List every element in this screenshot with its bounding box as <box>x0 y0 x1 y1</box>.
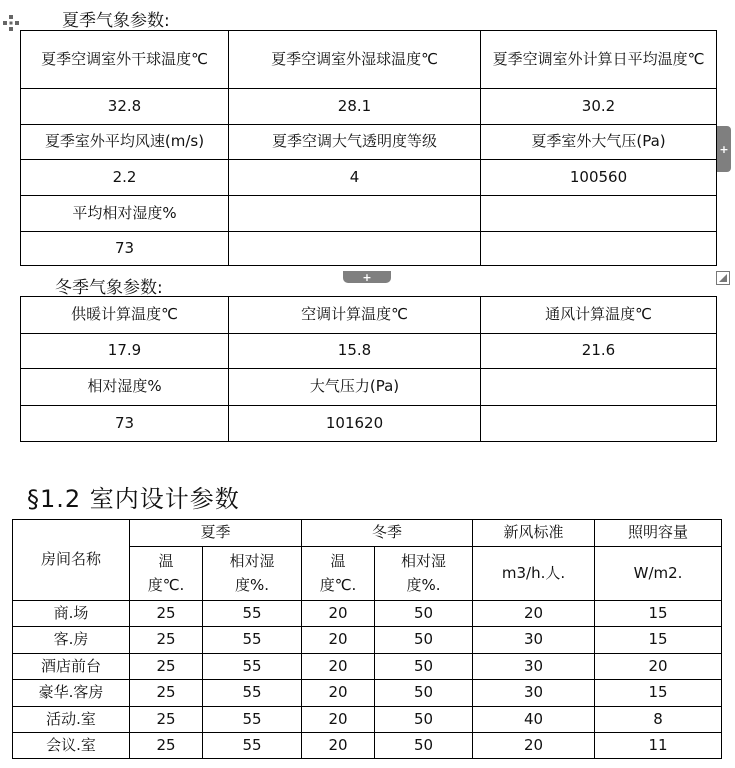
table-cell: 20 <box>302 654 375 680</box>
winter-cell <box>481 406 717 442</box>
table-cell: 25 <box>130 733 203 759</box>
winter-row <box>21 334 717 369</box>
table-cell: 20 <box>302 601 375 627</box>
winter-cell: 21.6 <box>481 334 717 369</box>
indoor-header-row <box>13 520 722 547</box>
table-row <box>13 627 722 654</box>
lighting-unit: W/m2. <box>595 547 722 601</box>
table-cell: 25 <box>130 601 203 627</box>
table-cell: 8 <box>595 707 722 733</box>
table-cell: 30 <box>473 680 595 707</box>
room-name: 豪华.客房 <box>13 680 130 707</box>
table-cell: 50 <box>375 627 473 654</box>
summer-temp-header: 温度℃. <box>130 547 203 601</box>
table-cell: 40 <box>473 707 595 733</box>
summer-cell: 100560 <box>481 160 717 196</box>
summer-cell: 夏季室外大气压(Pa) <box>481 125 717 160</box>
table-cell: 25 <box>130 707 203 733</box>
winter-cell: 通风计算温度℃ <box>481 297 717 334</box>
table-cell: 25 <box>130 654 203 680</box>
summer-cell: 夏季空调室外干球温度℃ <box>21 31 229 89</box>
room-name: 商.场 <box>13 601 130 627</box>
summer-row <box>21 125 717 160</box>
summer-cell: 夏季空调室外计算日平均温度℃ <box>481 31 717 89</box>
insert-row-icon[interactable]: + <box>343 271 391 283</box>
room-name-header: 房间名称 <box>13 520 130 601</box>
room-name: 活动.室 <box>13 707 130 733</box>
summer-cell: 夏季空调大气透明度等级 <box>229 125 481 160</box>
summer-row <box>21 31 717 89</box>
insert-column-icon[interactable]: + <box>717 126 731 172</box>
winter-cell: 空调计算温度℃ <box>229 297 481 334</box>
table-cell: 50 <box>375 654 473 680</box>
summer-cell: 夏季空调室外湿球温度℃ <box>229 31 481 89</box>
indoor-table <box>12 519 722 759</box>
table-cell: 11 <box>595 733 722 759</box>
table-cell: 50 <box>375 707 473 733</box>
table-cell: 50 <box>375 733 473 759</box>
table-cell: 25 <box>130 680 203 707</box>
table-cell: 30 <box>473 654 595 680</box>
summer-cell <box>481 196 717 232</box>
winter-temp-header: 温度℃. <box>302 547 375 601</box>
winter-row <box>21 297 717 334</box>
table-row <box>13 654 722 680</box>
room-name: 酒店前台 <box>13 654 130 680</box>
winter-row <box>21 369 717 406</box>
summer-cell: 4 <box>229 160 481 196</box>
summer-cell <box>481 232 717 266</box>
table-cell: 20 <box>473 601 595 627</box>
table-row <box>13 707 722 733</box>
fresh-air-unit: m3/h.人. <box>473 547 595 601</box>
winter-cell <box>481 369 717 406</box>
summer-cell <box>229 232 481 266</box>
resize-icon[interactable] <box>716 270 730 284</box>
winter-cell: 73 <box>21 406 229 442</box>
winter-cell: 15.8 <box>229 334 481 369</box>
table-cell: 20 <box>302 707 375 733</box>
summer-cell: 夏季室外平均风速(m/s) <box>21 125 229 160</box>
summer-row <box>21 232 717 266</box>
summer-row <box>21 196 717 232</box>
table-cell: 55 <box>203 601 302 627</box>
winter-cell: 相对湿度% <box>21 369 229 406</box>
table-cell: 20 <box>302 680 375 707</box>
summer-caption: 夏季气象参数: <box>62 11 170 31</box>
summer-header: 夏季 <box>130 520 302 547</box>
table-row <box>13 601 722 627</box>
summer-cell <box>229 196 481 232</box>
winter-header: 冬季 <box>302 520 473 547</box>
winter-table <box>20 296 717 442</box>
section-heading: §1.2 室内设计参数 <box>27 485 240 513</box>
table-cell: 15 <box>595 680 722 707</box>
lighting-header: 照明容量 <box>595 520 722 547</box>
table-cell: 20 <box>595 654 722 680</box>
summer-cell: 28.1 <box>229 89 481 125</box>
table-row <box>13 680 722 707</box>
table-cell: 50 <box>375 680 473 707</box>
table-cell: 30 <box>473 627 595 654</box>
summer-cell: 73 <box>21 232 229 266</box>
fresh-air-header: 新风标准 <box>473 520 595 547</box>
summer-row <box>21 160 717 196</box>
winter-cell: 大气压力(Pa) <box>229 369 481 406</box>
summer-cell: 30.2 <box>481 89 717 125</box>
summer-rh-header: 相对湿度%. <box>203 547 302 601</box>
winter-cell: 17.9 <box>21 334 229 369</box>
summer-cell: 平均相对湿度% <box>21 196 229 232</box>
room-name: 客.房 <box>13 627 130 654</box>
table-cell: 20 <box>302 733 375 759</box>
table-cell: 50 <box>375 601 473 627</box>
table-cell: 55 <box>203 654 302 680</box>
table-cell: 55 <box>203 733 302 759</box>
winter-cell: 101620 <box>229 406 481 442</box>
table-cell: 25 <box>130 627 203 654</box>
winter-rh-header: 相对湿度%. <box>375 547 473 601</box>
winter-cell: 供暖计算温度℃ <box>21 297 229 334</box>
summer-table <box>20 30 717 266</box>
winter-row <box>21 406 717 442</box>
table-cell: 15 <box>595 627 722 654</box>
table-cell: 55 <box>203 707 302 733</box>
table-cell: 55 <box>203 680 302 707</box>
table-cell: 20 <box>473 733 595 759</box>
table-cell: 15 <box>595 601 722 627</box>
summer-row <box>21 89 717 125</box>
winter-caption: 冬季气象参数: <box>55 278 163 298</box>
table-row <box>13 733 722 759</box>
table-cell: 20 <box>302 627 375 654</box>
room-name: 会议.室 <box>13 733 130 759</box>
summer-cell: 2.2 <box>21 160 229 196</box>
summer-cell: 32.8 <box>21 89 229 125</box>
table-cell: 55 <box>203 627 302 654</box>
move-icon[interactable] <box>2 14 20 32</box>
